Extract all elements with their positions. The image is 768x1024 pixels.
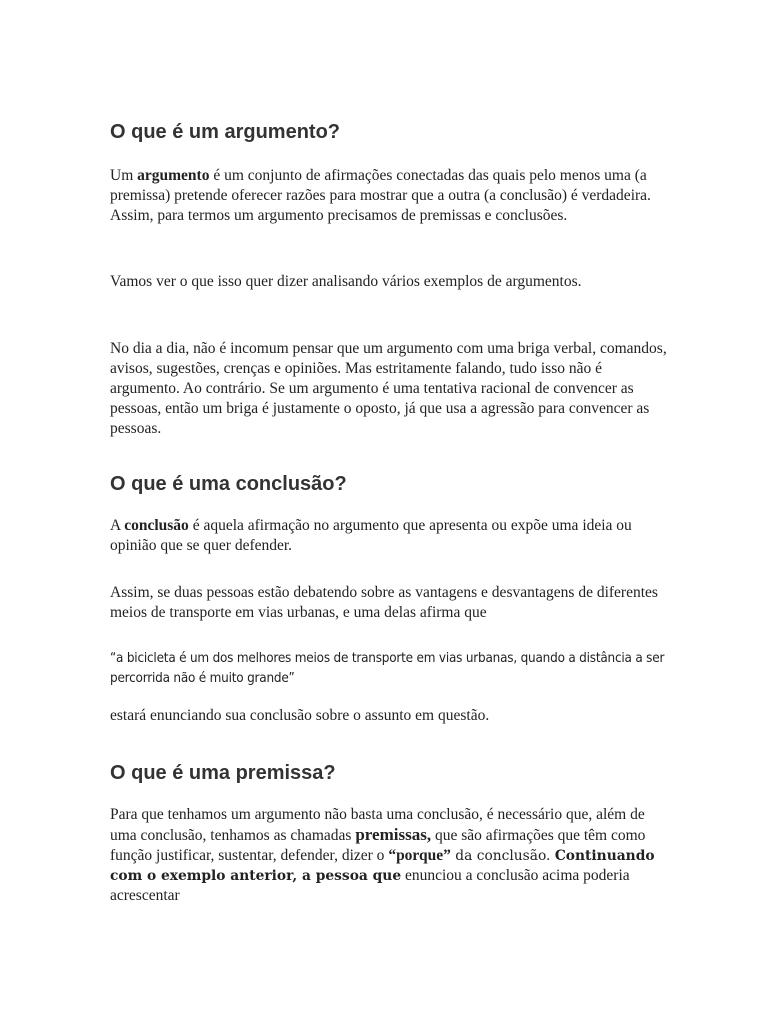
- bold-continuando: Continuando com o exemplo anterior, a pessoa que: [110, 848, 655, 884]
- paragraph-premissa-definition: [110, 805, 670, 906]
- paragraph-argumento-definition: [110, 166, 670, 226]
- heading-argumento: O que é um argumento?: [110, 121, 341, 143]
- text: que são afirmações que têm como função justificar, sustentar, defender, dizer o: [110, 827, 646, 864]
- paragraph-exemplos: Vamos ver o que isso quer dizer analisando vários exemplos de argumentos.: [110, 273, 582, 290]
- heading-premissa: O que é uma premissa?: [110, 762, 336, 784]
- paragraph-debate: Assim, se duas pessoas estão debatendo sobre as vantagens e desvantagens de diferentes meios de transporte em vias urbanas, e uma delas afirma que: [110, 584, 658, 621]
- paragraph-conclusao-definition: [110, 516, 670, 556]
- bold-term-argumento: argumento: [137, 167, 210, 184]
- text: A: [110, 517, 125, 534]
- bold-term-premissas: premissas,: [355, 825, 432, 844]
- bold-term-conclusao: conclusão: [124, 517, 189, 534]
- text: Um: [110, 167, 138, 184]
- text: é aquela afirmação no argumento que apresenta ou expõe uma ideia ou opinião que se quer defender.: [110, 517, 632, 554]
- text: Para que tenhamos um argumento não basta uma conclusão, é necessário que, além de uma conclusão, tenhamos as chamadas: [110, 806, 645, 844]
- paragraph-enunciando: estará enunciando sua conclusão sobre o assunto em questão.: [110, 707, 490, 724]
- text: da conclusão.: [450, 848, 555, 864]
- heading-conclusao: O que é uma conclusão?: [110, 473, 347, 495]
- bold-term-porque: “porque”: [388, 847, 451, 864]
- text: é um conjunto de afirmações conectadas das quais pelo menos uma (a premissa) pretende oferecer razões para mostrar que a outra (a conclusão) é verdadeira. Assim, para termos um argumento precisamos de premissas e conclusões.: [110, 167, 651, 224]
- quote-bicicleta: “a bicicleta é um dos melhores meios de transporte em vias urbanas, quando a distância a ser percorrida não é muito grande”: [110, 651, 665, 686]
- paragraph-dia-a-dia: No dia a dia, não é incomum pensar que um argumento com uma briga verbal, comandos, avisos, sugestões, crenças e opiniões. Mas estritamente falando, tudo isso não é argumento. Ao contrário. Se um argumento é uma tentativa racional de convencer as pessoas, então um briga é justamente o oposto, já que usa a agressão para convencer as pessoas.: [110, 340, 667, 437]
- text: enunciou a conclusão acima poderia acrescentar: [110, 867, 630, 904]
